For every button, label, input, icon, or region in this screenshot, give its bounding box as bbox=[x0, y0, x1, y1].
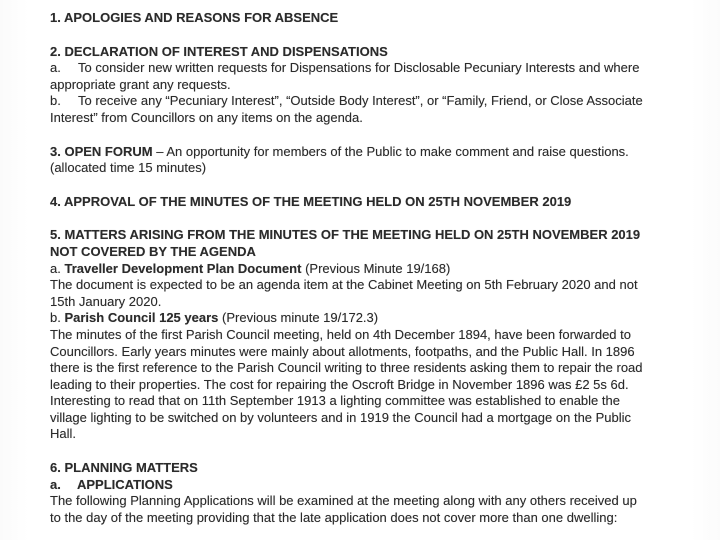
agenda-item-4-heading: 4. APPROVAL OF THE MINUTES OF THE MEETING HELD ON 25TH NOVEMBER 2019 bbox=[50, 193, 572, 209]
agenda-content bbox=[50, 10, 647, 526]
agenda-item-6 bbox=[50, 460, 647, 526]
agenda-item-3-heading: 3. OPEN FORUM bbox=[50, 143, 153, 159]
agenda-item-2-heading: 2. DECLARATION OF INTEREST AND DISPENSATIONS bbox=[50, 43, 388, 59]
agenda-item-3 bbox=[50, 144, 647, 177]
agenda-item-6a-heading: APPLICATIONS bbox=[77, 476, 173, 492]
agenda-item-5b-body: The minutes of the first Parish Council meeting, held on 4th December 1894, have been forwarded to Councillors. Early years minutes were mainly about allotments, footpaths, and the Public Hall. In 1896 there is the first reference to the Parish Council writing to three residents asking them to repair the road leading to their properties. The cost for repairing the Oscroft Bridge in November 1896 was £2 5s 6d. Interesting to read that on 11th September 1913 a lighting committee was established to enable the village lighting to be switched on by volunteers and in 1919 the Council had a mortgage on the Public Hall. bbox=[50, 326, 643, 442]
agenda-item-2a-text: To consider new written requests for Dispensations for Disclosable Pecuniary Interests and where appropriate grant any requests. bbox=[50, 60, 640, 92]
agenda-item-5a-body: The document is expected to be an agenda item at the Cabinet Meeting on 5th February 2020 and not 15th January 2020. bbox=[50, 277, 638, 309]
agenda-item-3-paragraph bbox=[50, 144, 647, 177]
agenda-item-2b-text: To receive any “Pecuniary Interest”, “Outside Body Interest”, or “Family, Friend, or Close Associate Interest” from Councillors on any items on the agenda. bbox=[50, 93, 643, 125]
agenda-item-4 bbox=[50, 194, 647, 211]
agenda-item-2b bbox=[50, 93, 647, 126]
agenda-item-6a-label: a. bbox=[50, 476, 61, 492]
agenda-item-2a-label: a. bbox=[50, 60, 61, 76]
agenda-item-6-heading: 6. PLANNING MATTERS bbox=[50, 460, 198, 476]
agenda-item-5 bbox=[50, 227, 647, 443]
agenda-item-5b-ref: (Previous minute 19/172.3) bbox=[222, 310, 379, 326]
agenda-item-5a-title: Traveller Development Plan Document bbox=[64, 260, 302, 276]
agenda-item-3-text: – An opportunity for members of the Public to make comment and raise questions. (allocated time 15 minutes) bbox=[50, 143, 629, 176]
agenda-item-2 bbox=[50, 44, 647, 127]
agenda-item-6a-heading-line bbox=[50, 477, 647, 494]
agenda-item-1-heading: 1. APOLOGIES AND REASONS FOR ABSENCE bbox=[50, 10, 339, 25]
agenda-item-2a bbox=[50, 60, 647, 93]
agenda-item-5b-title: Parish Council 125 years bbox=[64, 310, 219, 326]
agenda-item-5-heading: 5. MATTERS ARISING FROM THE MINUTES OF THE MEETING HELD ON 25TH NOVEMBER 2019 NOT COVERED BY THE AGENDA bbox=[50, 227, 641, 259]
agenda-item-6-body: The following Planning Applications will be examined at the meeting along with any others received up to the day of the meeting providing that the late application does not cover more than one dwelling: bbox=[50, 493, 637, 525]
agenda-item-2b-label: b. bbox=[50, 93, 61, 109]
agenda-item-5a-ref: (Previous Minute 19/168) bbox=[305, 260, 451, 276]
agenda-item-1 bbox=[50, 10, 647, 27]
agenda-item-5b-title-line bbox=[50, 310, 647, 327]
agenda-item-5a-label: a. bbox=[50, 260, 61, 276]
agenda-item-5b-label: b. bbox=[50, 310, 61, 326]
agenda-item-5a-title-line bbox=[50, 261, 647, 278]
